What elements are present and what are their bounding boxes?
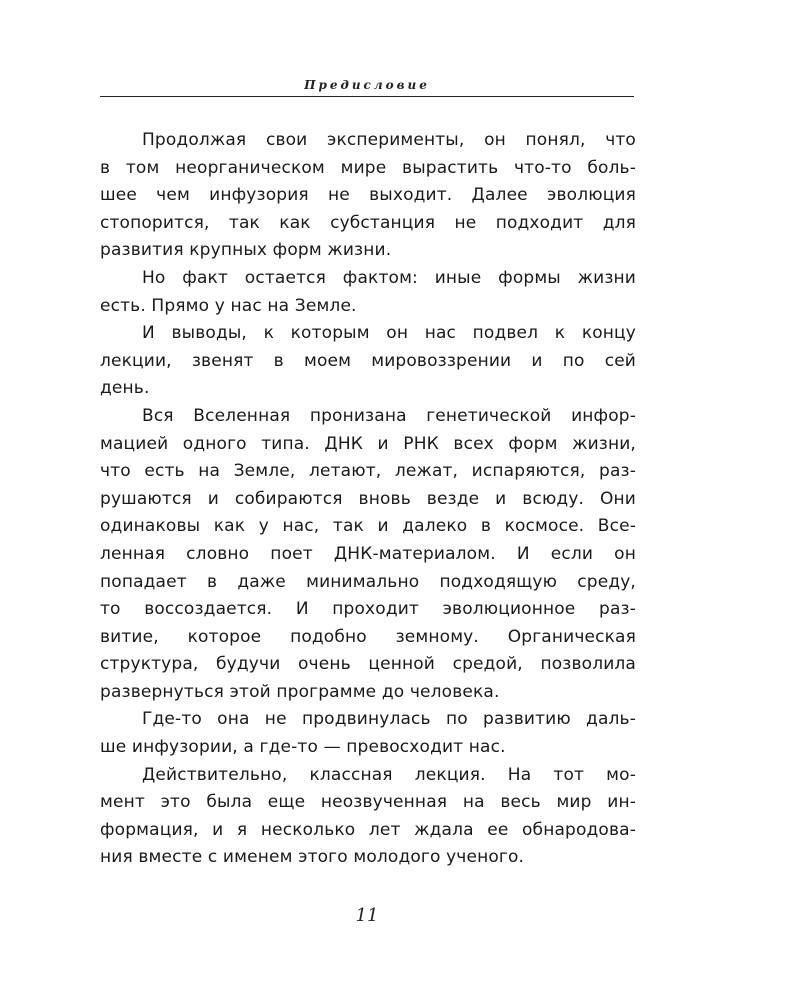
text-line: Где-то она не продвинулась по развитию даль- [142,709,636,730]
body-text [100,127,636,872]
text-line: мацией одного типа. ДНК и РНК всех форм жизни, [100,433,636,454]
text-line: развернуться этой программе до человека. [100,681,500,702]
running-header: Предисловие [304,78,430,92]
text-line: есть. Прямо у нас на Земле. [100,295,357,316]
text-line: лекции, звенят в моем мировоззрении и по сей [100,350,636,371]
text-line: ленная словно поет ДНК-материалом. И если он [100,543,636,564]
text-line: витие, которое подобно земному. Органическая [100,626,636,647]
text-line: то воссоздается. И проходит эволюционное раз- [100,599,636,620]
text-line: Продолжая свои эксперименты, он понял, что [142,130,636,150]
page-number: 11 [355,905,379,926]
text-line: Действительно, классная лекция. На тот мо- [142,764,636,785]
text-line: формация, и я несколько лет ждала ее обнародова- [100,819,636,840]
header-rule [100,96,634,97]
text-line: И выводы, к которым он нас подвел к концу [142,323,636,344]
text-line: что есть на Земле, летают, лежат, испаряются, раз- [100,461,636,482]
text-line: попадает в даже минимально подходящую среду, [100,571,636,592]
text-line: мент это была еще неозвученная на весь мир ин- [100,792,636,813]
text-line: структура, будучи очень ценной средой, позволила [100,654,636,675]
text-line: одинаковы как у нас, так и далеко в космосе. Все- [100,516,636,537]
text-line: Но факт остается фактом: иные формы жизни [142,267,636,288]
text-line: шее чем инфузория не выходит. Далее эволюция [100,185,636,206]
text-line: развития крупных форм жизни. [100,240,392,261]
text-line: рушаются и собираются вновь везде и всюду. Они [100,488,636,509]
text-line: день. [100,378,150,399]
text-line: ше инфузории, а где-то — превосходит нас. [100,737,506,758]
text-line: ния вместе с именем этого молодого ученого. [100,847,525,868]
text-line: стопорится, так как субстанция не подходит для [100,212,636,233]
text-line: Вся Вселенная пронизана генетической инфор- [142,405,636,426]
text-line: в том неорганическом мире вырастить что-то боль- [100,157,636,178]
